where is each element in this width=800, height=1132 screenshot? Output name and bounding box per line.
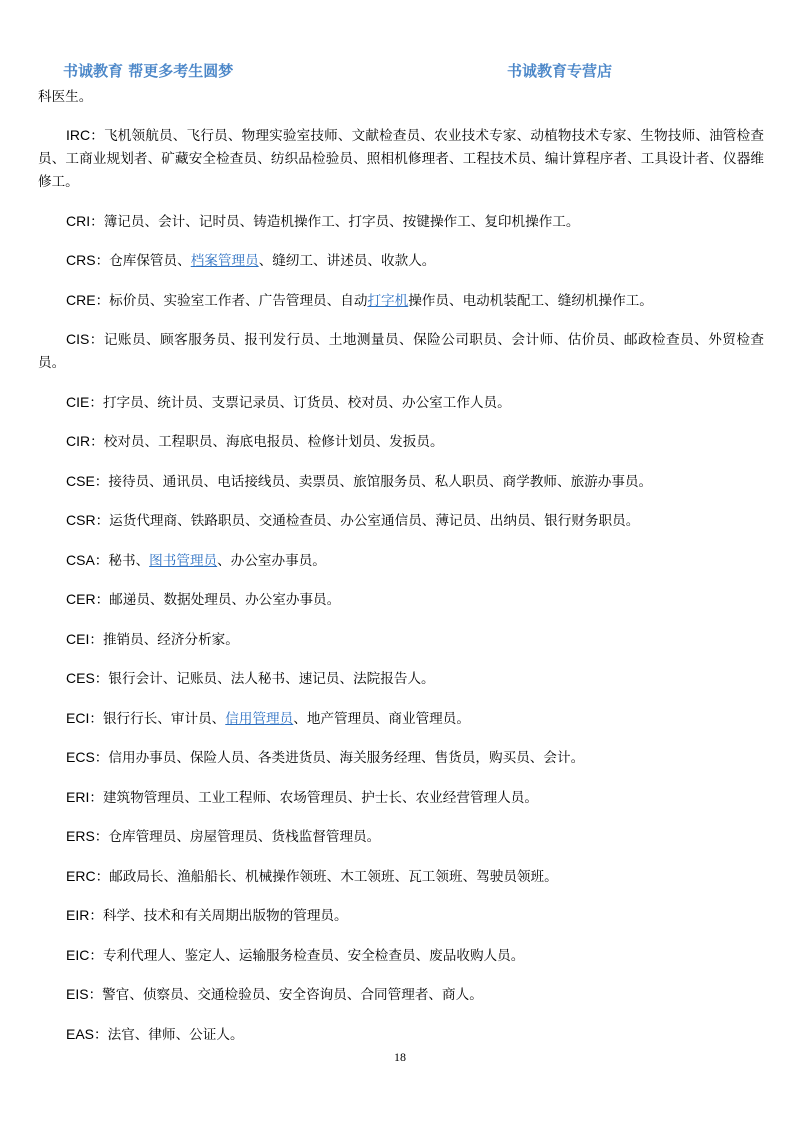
page-header [0,60,800,84]
occupation-entry-ces [38,667,764,691]
holland-code: CIE [66,393,90,410]
holland-code: CRS [66,252,96,268]
occupation-entry-crs [38,249,764,273]
holland-code: ERS [66,828,95,844]
occupation-entry-cse [38,470,764,494]
holland-code: CIR [66,433,91,449]
holland-code: CIS [66,331,90,347]
code-separator: ： [89,908,103,924]
occupation-text: 银行会计、记账员、法人秘书、速记员、法院报告人。 [108,671,435,687]
code-separator: ： [89,947,103,964]
occupation-text: 推销员、经济分析家。 [102,631,239,648]
holland-code: CRE [66,291,96,308]
code-separator: ： [89,394,103,411]
code-separator: ： [95,592,110,608]
occupation-entry-ecs [38,746,764,770]
occupation-entry-cri [38,210,764,234]
occupation-text: 、地产管理员、商业管理员。 [293,710,470,727]
code-separator: ： [95,253,110,269]
occupation-link[interactable]: 图书管理员 [149,552,218,569]
occupation-text: 邮政局长、渔船船长、机械操作领班、木工领班、瓦工领班、驾驶员领班。 [109,868,558,885]
occupation-text: 仓库保管员、 [109,253,191,269]
holland-code: CSR [66,512,96,528]
occupation-text: 接待员、通讯员、电话接线员、卖票员、旅馆服务员、私人职员、商学教师、旅游办事员。 [108,473,653,490]
occupation-text: 警官、侦察员、交通检验员、安全咨询员、合同管理者、商人。 [102,987,483,1003]
occupation-entry-eis [38,983,764,1007]
code-separator: ： [89,789,103,806]
holland-code: CES [66,670,95,686]
occupation-text: 法官、律师、公证人。 [107,1026,244,1043]
occupation-entry-irc [38,124,764,194]
code-separator: ： [94,552,109,569]
holland-code: IRC [66,127,91,143]
occupation-text: 、缝纫工、讲述员、收款人。 [258,253,436,269]
occupation-text: 操作员、电动机装配工、缝纫机操作工。 [408,292,653,309]
holland-code: CEI [66,630,90,647]
holland-code: CSA [66,551,95,568]
holland-code: EIR [66,907,90,923]
code-separator: ： [89,631,103,648]
code-separator: ： [94,829,109,845]
occupation-entry-cis [38,328,764,375]
header-left-title: 书诚教育 帮更多考生圆梦 [63,62,234,80]
document-body [38,86,764,1062]
holland-code: CER [66,591,96,607]
occupation-text: 打字员、统计员、支票记录员、订货员、校对员、办公室工作人员。 [102,394,511,411]
occupation-text: 记账员、顾客服务员、报刊发行员、土地测量员、保险公司职员、会计师、估价员、邮政检查员、外贸检查员。 [38,332,765,371]
holland-code: EAS [66,1025,95,1042]
occupation-text: 专利代理人、鉴定人、运输服务检查员、安全检查员、废品收购人员。 [102,947,525,964]
occupation-text: 、办公室办事员。 [217,552,326,569]
code-separator: ： [94,473,109,490]
holland-code: CSE [66,472,95,489]
page-number: 18 [394,1050,406,1064]
code-separator: ： [89,710,103,727]
code-separator: ： [90,128,105,144]
code-separator: ： [90,213,104,230]
occupation-entry-cir [38,430,764,454]
occupation-entry-eri [38,786,764,810]
occupation-entry-cre [38,289,764,313]
header-right-title: 书诚教育专营店 [507,62,613,80]
occupation-entry-eic [38,944,764,968]
occupation-entry-ers [38,825,764,849]
occupation-text: 银行行长、审计员、 [102,710,226,727]
occupation-text: 运货代理商、铁路职员、交通检查员、办公室通信员、薄记员、出纳员、银行财务职员。 [109,513,640,529]
occupation-entry-cei [38,628,764,652]
occupation-text: 飞机领航员、飞行员、物理实验室技师、文献检查员、农业技术专家、动植物技术专家、生物技师、油管检查员、工商业规划者、矿藏安全检查员、纺织品检验员、照相机修理者、工程技术员、编计算程序者、工具设计者、仪器维修工。 [38,128,765,190]
code-separator: ： [89,332,104,348]
occupation-text: 仓库管理员、房屋管理员、货栈监督管理员。 [108,829,381,845]
code-separator: ： [95,292,110,309]
holland-code: CRI [66,212,91,229]
code-separator: ： [95,513,110,529]
occupation-entry-eir [38,904,764,928]
occupation-text: 邮递员、数据处理员、办公室办事员。 [109,592,341,608]
code-separator: ： [88,987,103,1003]
holland-code: EIC [66,946,90,963]
intro-paragraph: 科医生。 [38,89,93,105]
holland-code: ECS [66,749,95,765]
occupation-entry-eci [38,707,764,731]
occupation-entry-eas [38,1023,764,1047]
holland-code: EIS [66,986,89,1002]
occupation-entry-csa [38,549,764,573]
code-separator: ： [94,1026,108,1043]
occupation-link[interactable]: 信用管理员 [225,710,294,727]
occupation-text: 建筑物管理员、工业工程师、农场管理员、护士长、农业经营管理人员。 [102,789,538,806]
holland-code: ERC [66,867,96,884]
occupation-text: 标价员、实验室工作者、广告管理员、自动 [109,292,368,309]
occupation-entry-csr [38,509,764,533]
occupation-entry-cie [38,391,764,415]
occupation-text: 秘书、 [108,552,150,569]
holland-code: ERI [66,788,90,805]
occupation-link[interactable]: 档案管理员 [190,253,259,269]
occupation-text: 科学、技术和有关周期出版物的管理员。 [102,908,348,924]
code-separator: ： [95,868,110,885]
code-separator: ： [94,750,109,766]
occupation-entry-erc [38,865,764,889]
occupation-text: 校对员、工程职员、海底电报员、检修计划员、发扳员。 [103,434,444,450]
code-separator: ： [94,671,109,687]
occupation-link[interactable]: 打字机 [367,292,409,309]
code-separator: ： [90,434,104,450]
occupation-text: 信用办事员、保险人员、各类进货员、海关服务经理、售货员，购买员、会计。 [108,750,585,766]
holland-code: ECI [66,709,90,726]
occupation-text: 簿记员、会计、记时员、铸造机操作工、打字员、按键操作工、复印机操作工。 [103,213,580,230]
occupation-entry-cer [38,588,764,612]
